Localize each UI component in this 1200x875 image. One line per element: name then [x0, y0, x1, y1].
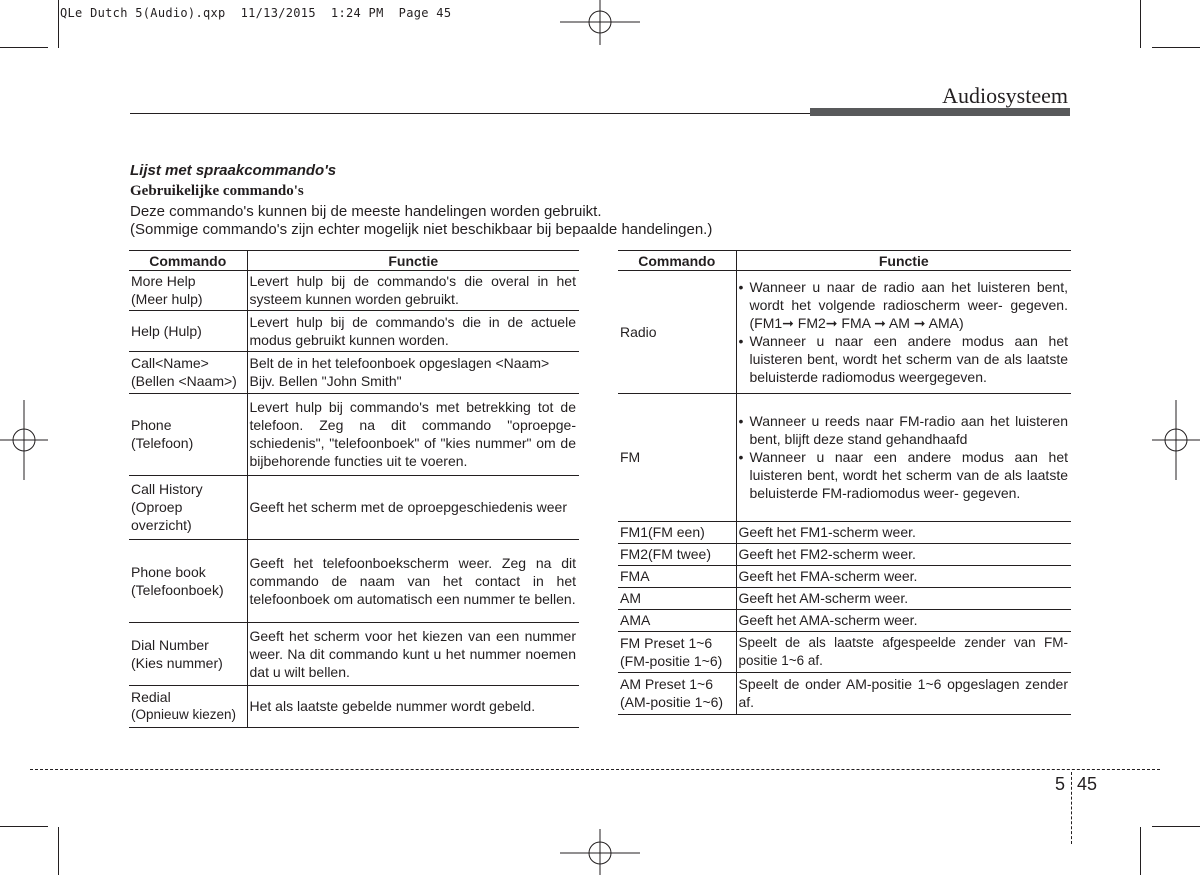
page-number: 45 — [1077, 774, 1098, 794]
registration-mark-left-icon — [0, 398, 48, 482]
table-row — [618, 673, 1071, 715]
table-row — [129, 352, 579, 394]
bullet-item: • Wanneer u naar een andere modus aan het luisteren bent, wordt het scherm van de als laatste beluisterde FM-radiomodus weer- gegeven. — [739, 448, 1069, 502]
crop-mark-bottom-right-v — [1140, 827, 1141, 875]
function-cell: Geeft het scherm voor het kiezen van een nummer weer. Na dit commando kunt u het nummer noemen dat u wilt bellen. — [247, 623, 579, 686]
table-row — [129, 623, 579, 686]
function-cell: Geeft het FMA-scherm weer. — [736, 566, 1071, 588]
function-cell — [736, 271, 1071, 394]
table-row — [129, 311, 579, 352]
bullet-item: • Wanneer u naar een andere modus aan het luisteren bent, wordt het scherm van de als laatste beluisterde radiomodus weergegeven. — [739, 332, 1069, 386]
slug-file: QLe Dutch 5(Audio).qxp — [60, 6, 226, 20]
table-row — [618, 271, 1071, 394]
section-title: Lijst met spraakcommando's — [130, 162, 337, 179]
function-cell: Levert hulp bij de commando's die overal in het systeem kunnen worden gebruikt. — [247, 271, 579, 311]
function-cell: Geeft het AM-scherm weer. — [736, 588, 1071, 610]
command-cell: FM1(FM een) — [618, 522, 736, 544]
table-row — [618, 610, 1071, 632]
footer-rule — [30, 769, 1160, 770]
subsection-title: Gebruikelijke commando's — [130, 183, 304, 199]
crop-mark-top-left-v — [58, 0, 59, 48]
command-cell: Redial (Opnieuw kiezen) — [129, 686, 247, 728]
registration-mark-top-icon — [558, 0, 642, 46]
crop-mark-bottom-left-h — [0, 826, 48, 827]
function-cell: Geeft het scherm met de oproepgeschiedenis weer — [247, 476, 579, 540]
table-row — [618, 544, 1071, 566]
radio-commands-table — [618, 250, 1071, 715]
registration-mark-right-icon — [1152, 398, 1200, 482]
command-cell: Phone book (Telefoonboek) — [129, 540, 247, 623]
command-cell: FMA — [618, 566, 736, 588]
command-cell: FM Preset 1~6 (FM-positie 1~6) — [618, 632, 736, 673]
chapter-header-title: Audiosysteem — [942, 83, 1068, 108]
function-cell: Geeft het AMA-scherm weer. — [736, 610, 1071, 632]
header-rule — [130, 113, 810, 114]
command-cell: FM2(FM twee) — [618, 544, 736, 566]
table-row — [129, 394, 579, 476]
bullet-list — [739, 278, 1069, 386]
header-rule-bar — [810, 108, 1070, 116]
table-row — [618, 588, 1071, 610]
command-cell: AM Preset 1~6 (AM-positie 1~6) — [618, 673, 736, 715]
column-header-function: Functie — [736, 251, 1071, 271]
column-header-command: Commando — [129, 251, 247, 271]
table-row — [618, 632, 1071, 673]
table-header-row — [618, 251, 1071, 271]
function-cell: Speelt de onder AM-positie 1~6 opgeslagen zender af. — [736, 673, 1071, 715]
command-cell: AM — [618, 588, 736, 610]
print-slug — [60, 6, 451, 20]
crop-mark-top-left-h — [0, 47, 48, 48]
command-cell: AMA — [618, 610, 736, 632]
common-commands-table — [129, 250, 579, 728]
slug-date: 11/13/2015 — [240, 6, 316, 20]
function-cell: Geeft het FM2-scherm weer. — [736, 544, 1071, 566]
function-cell: Levert hulp bij commando's met betrekking tot de telefoon. Zeg na dit commando "oproepge- schiedenis", "telefoonboek" of "kies nummer" om de bijbehorende functies uit te voeren. — [247, 394, 579, 476]
function-cell: Levert hulp bij de commando's die in de actuele modus gebruikt kunnen worden. — [247, 311, 579, 352]
slug-time: 1:24 PM — [330, 6, 384, 20]
intro-line: (Sommige commando's zijn echter mogelijk niet beschikbaar bij bepaalde handelingen.) — [130, 221, 713, 238]
crop-mark-top-right-h — [1152, 47, 1200, 48]
table-row — [618, 566, 1071, 588]
registration-mark-bottom-icon — [558, 829, 642, 875]
command-cell: Dial Number (Kies nummer) — [129, 623, 247, 686]
function-cell: Geeft het telefoonboekscherm weer. Zeg na dit commando de naam van het contact in het telefoonboek om automatisch een nummer te bellen. — [247, 540, 579, 623]
bullet-item: • Wanneer u naar de radio aan het luisteren bent, wordt het volgende radioscherm weer- gegeven. (FM1➞ FM2➞ FMA ➞ AM ➞ AMA) — [739, 278, 1069, 332]
command-cell: Phone (Telefoon) — [129, 394, 247, 476]
slug-page: Page 45 — [398, 6, 452, 20]
column-header-command: Commando — [618, 251, 736, 271]
function-cell: Het als laatste gebelde nummer wordt gebeld. — [247, 686, 579, 728]
table-row — [129, 271, 579, 311]
table-row — [618, 522, 1071, 544]
crop-mark-bottom-right-h — [1152, 826, 1200, 827]
function-cell: Speelt de als laatste afgespeelde zender van FM-positie 1~6 af. — [736, 632, 1071, 673]
footer-divider — [1071, 772, 1072, 844]
intro-line: Deze commando's kunnen bij de meeste handelingen worden gebruikt. — [130, 203, 602, 220]
command-cell: More Help (Meer hulp) — [129, 271, 247, 311]
command-cell: Help (Hulp) — [129, 311, 247, 352]
function-cell: Geeft het FM1-scherm weer. — [736, 522, 1071, 544]
chapter-number: 5 — [1055, 774, 1066, 794]
table-row — [618, 394, 1071, 522]
crop-mark-bottom-left-v — [58, 827, 59, 875]
command-cell: Call<Name> (Bellen <Naam>) — [129, 352, 247, 394]
bullet-list — [739, 412, 1069, 502]
function-cell: Belt de in het telefoonboek opgeslagen <Naam> Bijv. Bellen "John Smith" — [247, 352, 579, 394]
table-row — [129, 476, 579, 540]
bullet-item: • Wanneer u reeds naar FM-radio aan het luisteren bent, blijft deze stand gehandhaafd — [739, 412, 1069, 448]
table-row — [129, 686, 579, 728]
command-cell: Radio — [618, 271, 736, 394]
table-header-row — [129, 251, 579, 271]
command-cell: Call History (Oproep overzicht) — [129, 476, 247, 540]
column-header-function: Functie — [247, 251, 579, 271]
table-row — [129, 540, 579, 623]
intro-text — [130, 203, 830, 239]
function-cell — [736, 394, 1071, 522]
command-cell: FM — [618, 394, 736, 522]
crop-mark-top-right-v — [1140, 0, 1141, 48]
